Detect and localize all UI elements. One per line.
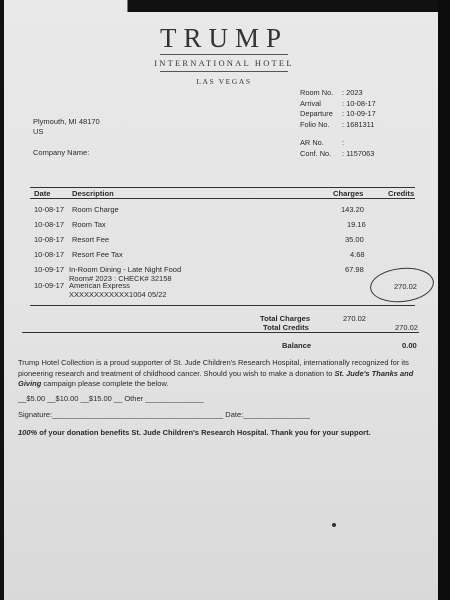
row-description: American Express [69, 281, 130, 290]
footer-text: of your donation benefits St. Jude Children's Research Hospital. Thank you for your support. [37, 428, 371, 437]
detail-label: Folio No. [300, 119, 330, 129]
detail-value: : 2023 [342, 88, 363, 97]
brand-subtitle: INTERNATIONAL HOTEL [154, 58, 294, 68]
row-description: Room Tax [72, 220, 106, 229]
account-details [300, 138, 440, 159]
detail-row [300, 149, 440, 160]
donation-footer [18, 428, 428, 439]
detail-label: Conf. No. [300, 148, 332, 158]
row-description: Resort Fee Tax [72, 250, 123, 259]
row-charge: 67.98 [345, 265, 364, 274]
guest-country: US [33, 127, 44, 136]
row-description: Room Charge [72, 205, 119, 214]
row-date: 10-09-17 [34, 265, 65, 274]
total-charges-value: 270.02 [343, 314, 366, 323]
row-charge: 19.16 [347, 220, 366, 229]
row-date: 10-08-17 [34, 250, 65, 259]
donation-paragraph [18, 358, 416, 390]
row-description-detail: Room# 2023 : CHECK# 32158 [69, 274, 172, 283]
detail-row [300, 120, 440, 131]
balance-value: 0.00 [402, 341, 417, 350]
detail-label: Room No. [300, 88, 334, 97]
row-date: 10-09-17 [34, 281, 65, 290]
signature-line: Signature:_________________________________________ Date:________________ [18, 410, 310, 419]
row-date: 10-08-17 [34, 235, 65, 244]
table-header-rule [30, 198, 415, 199]
detail-label: Arrival [300, 98, 321, 108]
table-top-rule [30, 187, 415, 188]
campaign-name: St. Jude's Thanks and Giving [18, 368, 414, 389]
donation-options: __$5.00 __$10.00 __$15.00 __ Other ______________ [18, 394, 204, 403]
logo-rule [160, 71, 288, 72]
col-description-header: Description [72, 189, 114, 198]
detail-value: : 1681311 [342, 119, 375, 129]
detail-row [300, 109, 440, 120]
total-charges-label: Total Charges [260, 314, 311, 323]
row-description: Resort Fee [72, 235, 110, 244]
col-credits-header: Credits [388, 189, 415, 198]
donation-text: Trump Hotel Collection is a proud supporter of St. Jude Children's Research Hospital, internationally recognized for its pioneering research and treatment of childhood cancer. Should you wish to make a donation to [18, 358, 409, 378]
logo-rule [160, 54, 288, 55]
donation-text-end: campaign please complete the below. [41, 379, 169, 389]
company-name-label: Company Name: [33, 148, 90, 157]
detail-value: : 10-09-17 [342, 109, 376, 118]
guest-city-line: Plymouth, MI 48170 [33, 117, 100, 126]
detail-label: Departure [300, 109, 333, 118]
brand-name: TRUMP [159, 23, 289, 53]
row-charge: 4.68 [350, 250, 365, 259]
row-date: 10-08-17 [34, 205, 65, 214]
detail-row [300, 88, 440, 99]
detail-value: : 1157063 [342, 148, 375, 158]
col-date-header: Date [34, 189, 51, 198]
row-description: In-Room Dining - Late Night Food [69, 265, 182, 274]
row-description-detail: XXXXXXXXXXXX1004 05/22 [69, 290, 167, 299]
balance-label: Balance [282, 341, 312, 350]
total-credits-value: 270.02 [395, 323, 418, 332]
row-credit: 270.02 [394, 282, 417, 291]
detail-row [300, 138, 440, 149]
col-charges-header: Charges [333, 189, 364, 198]
detail-row [300, 99, 440, 110]
guest-address [33, 117, 100, 137]
row-charge: 143.20 [341, 205, 364, 214]
ink-dot [332, 523, 336, 527]
detail-value: : 10-08-17 [342, 98, 376, 108]
row-charge: 35.00 [345, 235, 364, 244]
total-credits-label: Total Credits [263, 323, 309, 332]
table-bottom-rule [30, 305, 415, 306]
row-date: 10-08-17 [34, 220, 65, 229]
hotel-logo [154, 24, 294, 88]
stay-details [300, 88, 440, 130]
detail-value: : [342, 138, 345, 147]
brand-city: LAS VEGAS [196, 77, 252, 86]
detail-label: AR No. [300, 138, 324, 147]
totals-rule [22, 332, 419, 333]
footer-percent: 100% [18, 428, 38, 437]
